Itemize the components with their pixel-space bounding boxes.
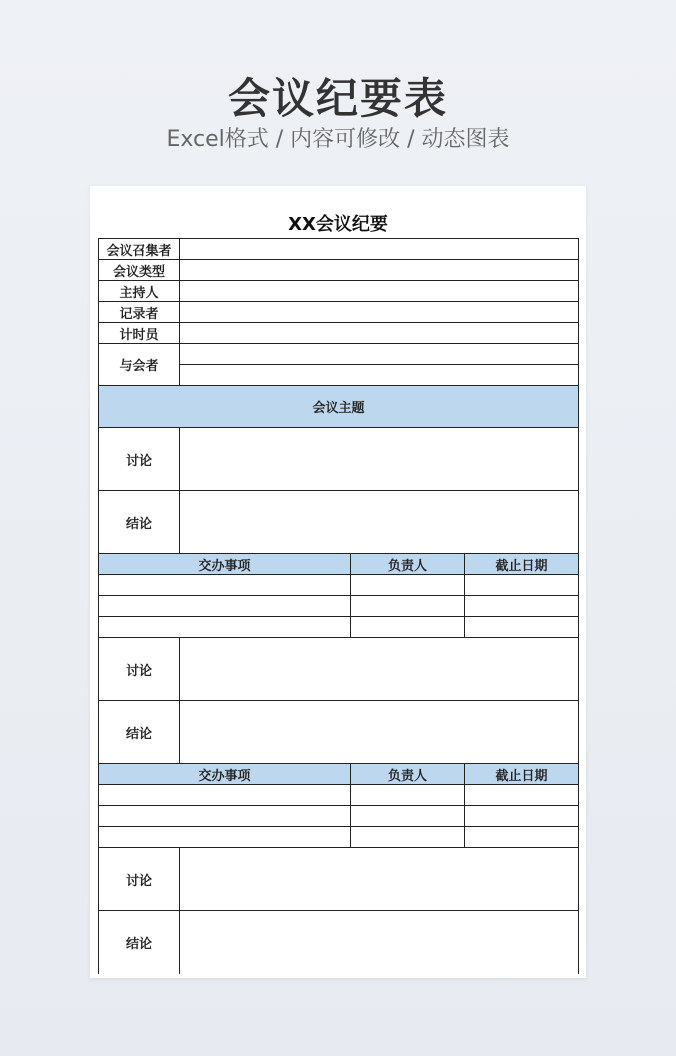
- host-cell[interactable]: [180, 281, 579, 302]
- deadline-header: 截止日期: [465, 554, 579, 575]
- deadline-cell[interactable]: [465, 617, 579, 638]
- deadline-header: 截止日期: [465, 764, 579, 785]
- convener-label: 会议召集者: [99, 239, 180, 260]
- owner-cell[interactable]: [351, 596, 465, 617]
- table-row: [99, 617, 579, 638]
- conclusion-label: 结论: [99, 701, 180, 764]
- convener-cell[interactable]: [180, 239, 579, 260]
- owner-cell[interactable]: [351, 575, 465, 596]
- table-row: [99, 827, 579, 848]
- action-item-cell[interactable]: [99, 596, 351, 617]
- owner-cell[interactable]: [351, 617, 465, 638]
- page-subtitle: Excel格式 / 内容可修改 / 动态图表: [166, 127, 510, 152]
- table-row: [99, 428, 579, 491]
- timekeeper-cell[interactable]: [180, 323, 579, 344]
- deadline-cell[interactable]: [465, 575, 579, 596]
- action-item-cell[interactable]: [99, 785, 351, 806]
- table-row: [99, 323, 579, 344]
- owner-header: 负责人: [351, 764, 465, 785]
- table-row: [99, 638, 579, 701]
- attendees-label: 与会者: [99, 344, 180, 386]
- owner-cell[interactable]: [351, 785, 465, 806]
- table-row: [99, 764, 579, 785]
- table-row: [99, 701, 579, 764]
- table-row: [99, 239, 579, 260]
- timekeeper-label: 计时员: [99, 323, 180, 344]
- table-row: [99, 596, 579, 617]
- table-row: [99, 911, 579, 974]
- discussion-cell[interactable]: [180, 638, 579, 701]
- discussion-cell[interactable]: [180, 428, 579, 491]
- table-row: [99, 386, 579, 428]
- conclusion-cell[interactable]: [180, 701, 579, 764]
- table-row: [99, 344, 579, 365]
- meeting-type-cell[interactable]: [180, 260, 579, 281]
- action-item-cell[interactable]: [99, 827, 351, 848]
- table-row: [99, 785, 579, 806]
- attendees-cell-1[interactable]: [180, 344, 579, 365]
- table-row: [99, 554, 579, 575]
- deadline-cell[interactable]: [465, 596, 579, 617]
- conclusion-label: 结论: [99, 911, 180, 974]
- conclusion-label: 结论: [99, 491, 180, 554]
- deadline-cell[interactable]: [465, 827, 579, 848]
- minutes-sheet: [90, 186, 586, 978]
- sheet-title: XX会议纪要: [288, 214, 388, 235]
- conclusion-cell[interactable]: [180, 491, 579, 554]
- minutes-table: [98, 238, 579, 974]
- recorder-label: 记录者: [99, 302, 180, 323]
- host-label: 主持人: [99, 281, 180, 302]
- table-row: [99, 302, 579, 323]
- meeting-type-label: 会议类型: [99, 260, 180, 281]
- table-row: [99, 575, 579, 596]
- action-item-header: 交办事项: [99, 764, 351, 785]
- table-row: [99, 281, 579, 302]
- attendees-cell-2[interactable]: [180, 365, 579, 386]
- action-item-cell[interactable]: [99, 806, 351, 827]
- action-item-cell[interactable]: [99, 575, 351, 596]
- discussion-label: 讨论: [99, 428, 180, 491]
- discussion-label: 讨论: [99, 638, 180, 701]
- owner-header: 负责人: [351, 554, 465, 575]
- deadline-cell[interactable]: [465, 806, 579, 827]
- deadline-cell[interactable]: [465, 785, 579, 806]
- discussion-label: 讨论: [99, 848, 180, 911]
- recorder-cell[interactable]: [180, 302, 579, 323]
- table-row: [99, 260, 579, 281]
- conclusion-cell[interactable]: [180, 911, 579, 974]
- action-item-cell[interactable]: [99, 617, 351, 638]
- page-title: 会议纪要表: [227, 74, 448, 123]
- table-row: [99, 806, 579, 827]
- action-item-header: 交办事项: [99, 554, 351, 575]
- table-row: [99, 848, 579, 911]
- table-row: [99, 491, 579, 554]
- owner-cell[interactable]: [351, 806, 465, 827]
- discussion-cell[interactable]: [180, 848, 579, 911]
- owner-cell[interactable]: [351, 827, 465, 848]
- topic-header: 会议主题: [99, 386, 579, 428]
